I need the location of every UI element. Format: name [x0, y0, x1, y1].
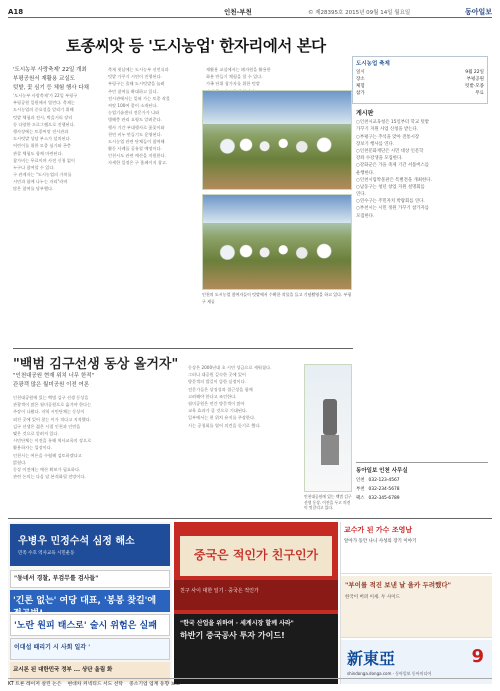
ad-right-top — [341, 522, 492, 574]
ad-middle-bottom-sub: 하반기 중국공사 투자 가이드! — [180, 631, 285, 640]
section2-kicker — [13, 372, 103, 390]
section2-body-col-2: 동상은 2000년대 초 시민 성금으로 세워졌다. 그러나 대공원 깊숙한 곳에 있어 방문객의 발길이 뜸한 실정이다. 전문가들은 상징성과 접근성을 함께 고려해야 한다고 조언한다. 월미공원은 연간 방문객이 많아 교육 효과가 클 것으로 기대된다. 일부에서는 현 위치 유지를 주장한다. 시는 공청회를 열어 의견을 듣기로 했다. — [188, 365, 272, 428]
contact-value[interactable]: 032-345-6789 — [368, 495, 400, 501]
sidebar-title: 게시판 — [356, 110, 374, 117]
issue-number: 9 — [471, 646, 484, 667]
ad-middle[interactable] — [174, 522, 338, 684]
ad-right-mid — [341, 576, 492, 638]
info-label: 장소 — [356, 77, 365, 82]
contact-row — [356, 477, 488, 483]
ad-middle-subheadline: 친구 사이 대한 일기 · 중국은 적인가 — [180, 588, 259, 594]
ad-middle-bottom-title: "한국 산업을 위하여 · 세계시장 할께 사라" — [180, 620, 294, 627]
magazine-brand[interactable]: 新東亞 — [347, 649, 396, 668]
info-row — [356, 90, 484, 96]
sidebar-line: ○연수구는 주민자치 박람회를 연다. — [356, 199, 425, 205]
ad-middle-band — [174, 580, 338, 610]
info-box — [352, 56, 488, 104]
lead-headline[interactable]: 토종씨앗 등 '도시농업' 한자리에서 본다 — [66, 37, 326, 55]
people-group — [215, 242, 339, 268]
statue-figure — [323, 399, 337, 435]
page-footer — [8, 678, 492, 688]
footer-item[interactable]: KT 트론 레이저 살린 논은 — [8, 682, 62, 687]
sidebar-line: ○인천시립박물관은 특별전을 개최한다. — [356, 177, 432, 183]
info-label: 참가 — [356, 91, 365, 96]
lead-body-col-3: 재활용 교실에서는 폐자원을 활용한 화분 만들기 체험을 할 수 있다. 가족 단위 참가자를 위한 텃밭 — [206, 67, 271, 87]
page-header — [8, 6, 492, 18]
kicker-line: "인천대공원 현재 위치 너무 한적" — [13, 373, 95, 379]
contact-value[interactable]: 032-234-5678 — [368, 486, 400, 492]
ad-left-banner-sub: 민족 수호 역사교육 시민운동 — [18, 551, 75, 556]
lead-photo-caption: 인천의 도시농업 참여자들이 텃밭에서 수확한 작물을 들고 기념촬영을 하고 있다. 부평구 제공 — [202, 292, 352, 304]
ad-right-top-sub: 알아가 동안 나니 사성의 장기 이야기 — [344, 539, 417, 544]
sidebar-line: ○인천시교육청은 15일부터 학교 텃밭 — [356, 120, 429, 126]
ad-middle-headline: 중국은 적인가 친구인가 — [180, 536, 332, 576]
contact-value[interactable]: 032-123-4567 — [368, 477, 400, 483]
lead-kicker — [13, 66, 103, 93]
ad-left-line: '노란 원피 태스로' 술시 위험은 실패 — [10, 614, 170, 636]
sidebar-line: 운행한다. — [356, 170, 375, 176]
section2-photo-caption: 인천대공원에 있는 백범 김구 선생 동상. 이전을 두고 의견이 엇갈리고 있다. — [304, 494, 352, 510]
info-value: 부평공원 — [466, 77, 484, 82]
info-box-title: 도시농업 축제 — [356, 61, 390, 67]
statue-base — [321, 435, 339, 465]
issue-info: © 제28395호 2015년 09월 14일 월요일 — [308, 9, 411, 16]
magazine-url[interactable]: shindonga.donga.com · 동아일보 동아미디어 — [347, 671, 432, 676]
lead-photo-2[interactable] — [202, 194, 352, 290]
kicker-line: 부평공원서 재활용 교실도 — [13, 76, 75, 82]
page-number: A18 — [8, 7, 24, 16]
sidebar-line: ○남동구는 청년 창업 지원 설명회를 — [356, 184, 425, 190]
lead-body-col-2: 축제 첫날에는 도시농부 선언식과 텃밭 가꾸기 시연이 진행된다. 부평구는 올해 도시텃밭을 늘려 주민 참여를 확대하고 있다. 전시관에서는 잊혀 가는 토종 작물 씨앗 100여 종이 소개된다. 농업기술센터 전문가가 나와 병해충 관리 요령도 알려준다. 행사 기간 부대행사로 꽃꽂이와 천연 비누 만들기도 운영된다. 도시농업 관련 단체들이 참여해 활동 사례를 공유할 예정이다. 인천시도 관련 예산을 지원한다. 자세한 일정은 구 홈페이지 참고. — [108, 67, 170, 166]
ad-left-banner-title: 우병우 민정수석 심정 해소 — [18, 536, 135, 547]
sidebar-line: 모집한다. — [356, 213, 375, 219]
ad-left-line: '긴론 없는' 여당 대표, '봉봉 찾길'에 — [10, 590, 170, 612]
contact-title: 동아일보 인천 사무실 — [356, 468, 408, 474]
kicker-line: 텃밭, 꽃 심기 등 체험 행사 다채 — [13, 85, 89, 91]
contact-box — [356, 462, 488, 500]
contact-key: 인천 — [356, 478, 365, 483]
ad-right[interactable] — [340, 522, 492, 684]
contact-key: 팩스 — [356, 496, 365, 501]
lead-photo-1[interactable] — [202, 90, 352, 190]
info-value: 9월 22일 — [465, 70, 484, 75]
info-value: 텃밭·모종 — [465, 84, 484, 89]
contact-row — [356, 486, 488, 492]
ad-left-banner — [10, 524, 170, 566]
contact-key: 부천 — [356, 487, 365, 492]
info-label: 체험 — [356, 84, 365, 89]
info-row — [356, 76, 484, 82]
sidebar-line: ○부평구는 추석을 맞아 전통시장 — [356, 134, 420, 140]
sidebar-line: ○부천시는 시민 정원 가꾸기 참가자를 — [356, 206, 430, 212]
ad-right-mid-sub: 한국이 버퍼 이세. 두 사이드 — [345, 595, 400, 600]
sidebar-line: 연다. — [356, 192, 366, 198]
kicker-line: '도시농부 사랑축제' 22일 개최 — [13, 67, 87, 73]
footer-item[interactable]: 중소기업 업계 동향 보고 — [129, 682, 180, 687]
ad-left-line: 이대섭 때리기 시 사회 일각 ' — [10, 638, 170, 660]
section2 — [13, 348, 353, 372]
ad-right-mid-title: "부이를 적진 보낸 날 울카 두려했다" — [345, 581, 451, 589]
sidebar-notice — [356, 110, 488, 460]
info-row — [356, 83, 484, 89]
section-name: 인천-부천 — [224, 8, 252, 16]
section2-body-col-1: 인천대공원에 있는 백범 김구 선생 동상을 관광객이 많은 월미공원으로 옮겨야 한다는 주장이 나왔다. 지역 시민단체는 동상이 외진 곳에 있어 찾는 이가 적다고 지적했다. 김구 선생은 젊은 시절 인천과 인연을 맺은 것으로 알려져 있다. 시민단체는 이전을 통해 역사교육의 장으로 활용하자는 입장이다. 인천시는 여론을 수렴해 검토하겠다고 밝혔다. 동상 이전에는 예산 확보가 필요하다. 관련 논의는 다음 달 본격화될 전망이다. — [13, 395, 92, 480]
sky-area — [203, 195, 351, 223]
sky-area — [203, 91, 351, 124]
ad-left-line: "동네서 경찰, 부검무를 검사들" — [10, 570, 170, 588]
info-value: 무료 — [475, 91, 484, 96]
info-row — [356, 69, 484, 75]
ad-left[interactable] — [8, 522, 172, 684]
ad-middle-bottom — [174, 614, 338, 684]
section2-photo[interactable] — [304, 364, 352, 492]
contact-row — [356, 495, 488, 501]
lead-body-col-1: '도시농부 사랑축제'가 22일 부평구 부평공원 일원에서 열린다. 축제는 도시농업의 중요성을 알리기 위해 텃밭 체험과 전시, 먹을거리 장터 등 다양한 프로그램으로 진행된다. 행사장에는 토종씨앗 전시관과 도시텃밭 상담 부스가 설치된다. 어린이를 위한 모종 심기와 곤충 관찰 체험도 함께 마련된다. 참가비는 무료이며 사전 신청 없이 누구나 참여할 수 있다. 구 관계자는 "도시농업의 가치를 시민과 함께 나누는 자리"라며 많은 참여를 당부했다. — [13, 93, 78, 192]
ad-left-line: 교시론 된 대한민국 정부 ... 상단 올림 화 — [10, 662, 170, 682]
section2-title[interactable]: "백범 김구선생 동상 올거자" — [13, 357, 179, 372]
advertisement-area — [8, 518, 492, 683]
sidebar-line: ○인천문화재단은 시민 대상 인문학 — [356, 148, 424, 154]
sidebar-line: 강좌 수강생을 모집한다. — [356, 156, 403, 162]
info-label: 일시 — [356, 70, 365, 75]
sidebar-line: 장보기 행사를 연다. — [356, 141, 395, 147]
sidebar-line: ○강화군은 가을 축제 기간 셔틀버스를 — [356, 163, 430, 169]
people-group — [215, 135, 339, 162]
footer-item[interactable]: 현대차 커넥티드 서도 선탁 — [67, 682, 124, 687]
sidebar-line: 가꾸기 지원 사업 신청을 받는다. — [356, 127, 419, 133]
ad-right-top-title: 교수가 된 가수 조영남 — [344, 526, 413, 534]
newspaper-logo[interactable]: 동아일보 — [464, 7, 492, 16]
kicker-line: 관광객 많은 월미공원 이전 여론 — [13, 382, 90, 388]
